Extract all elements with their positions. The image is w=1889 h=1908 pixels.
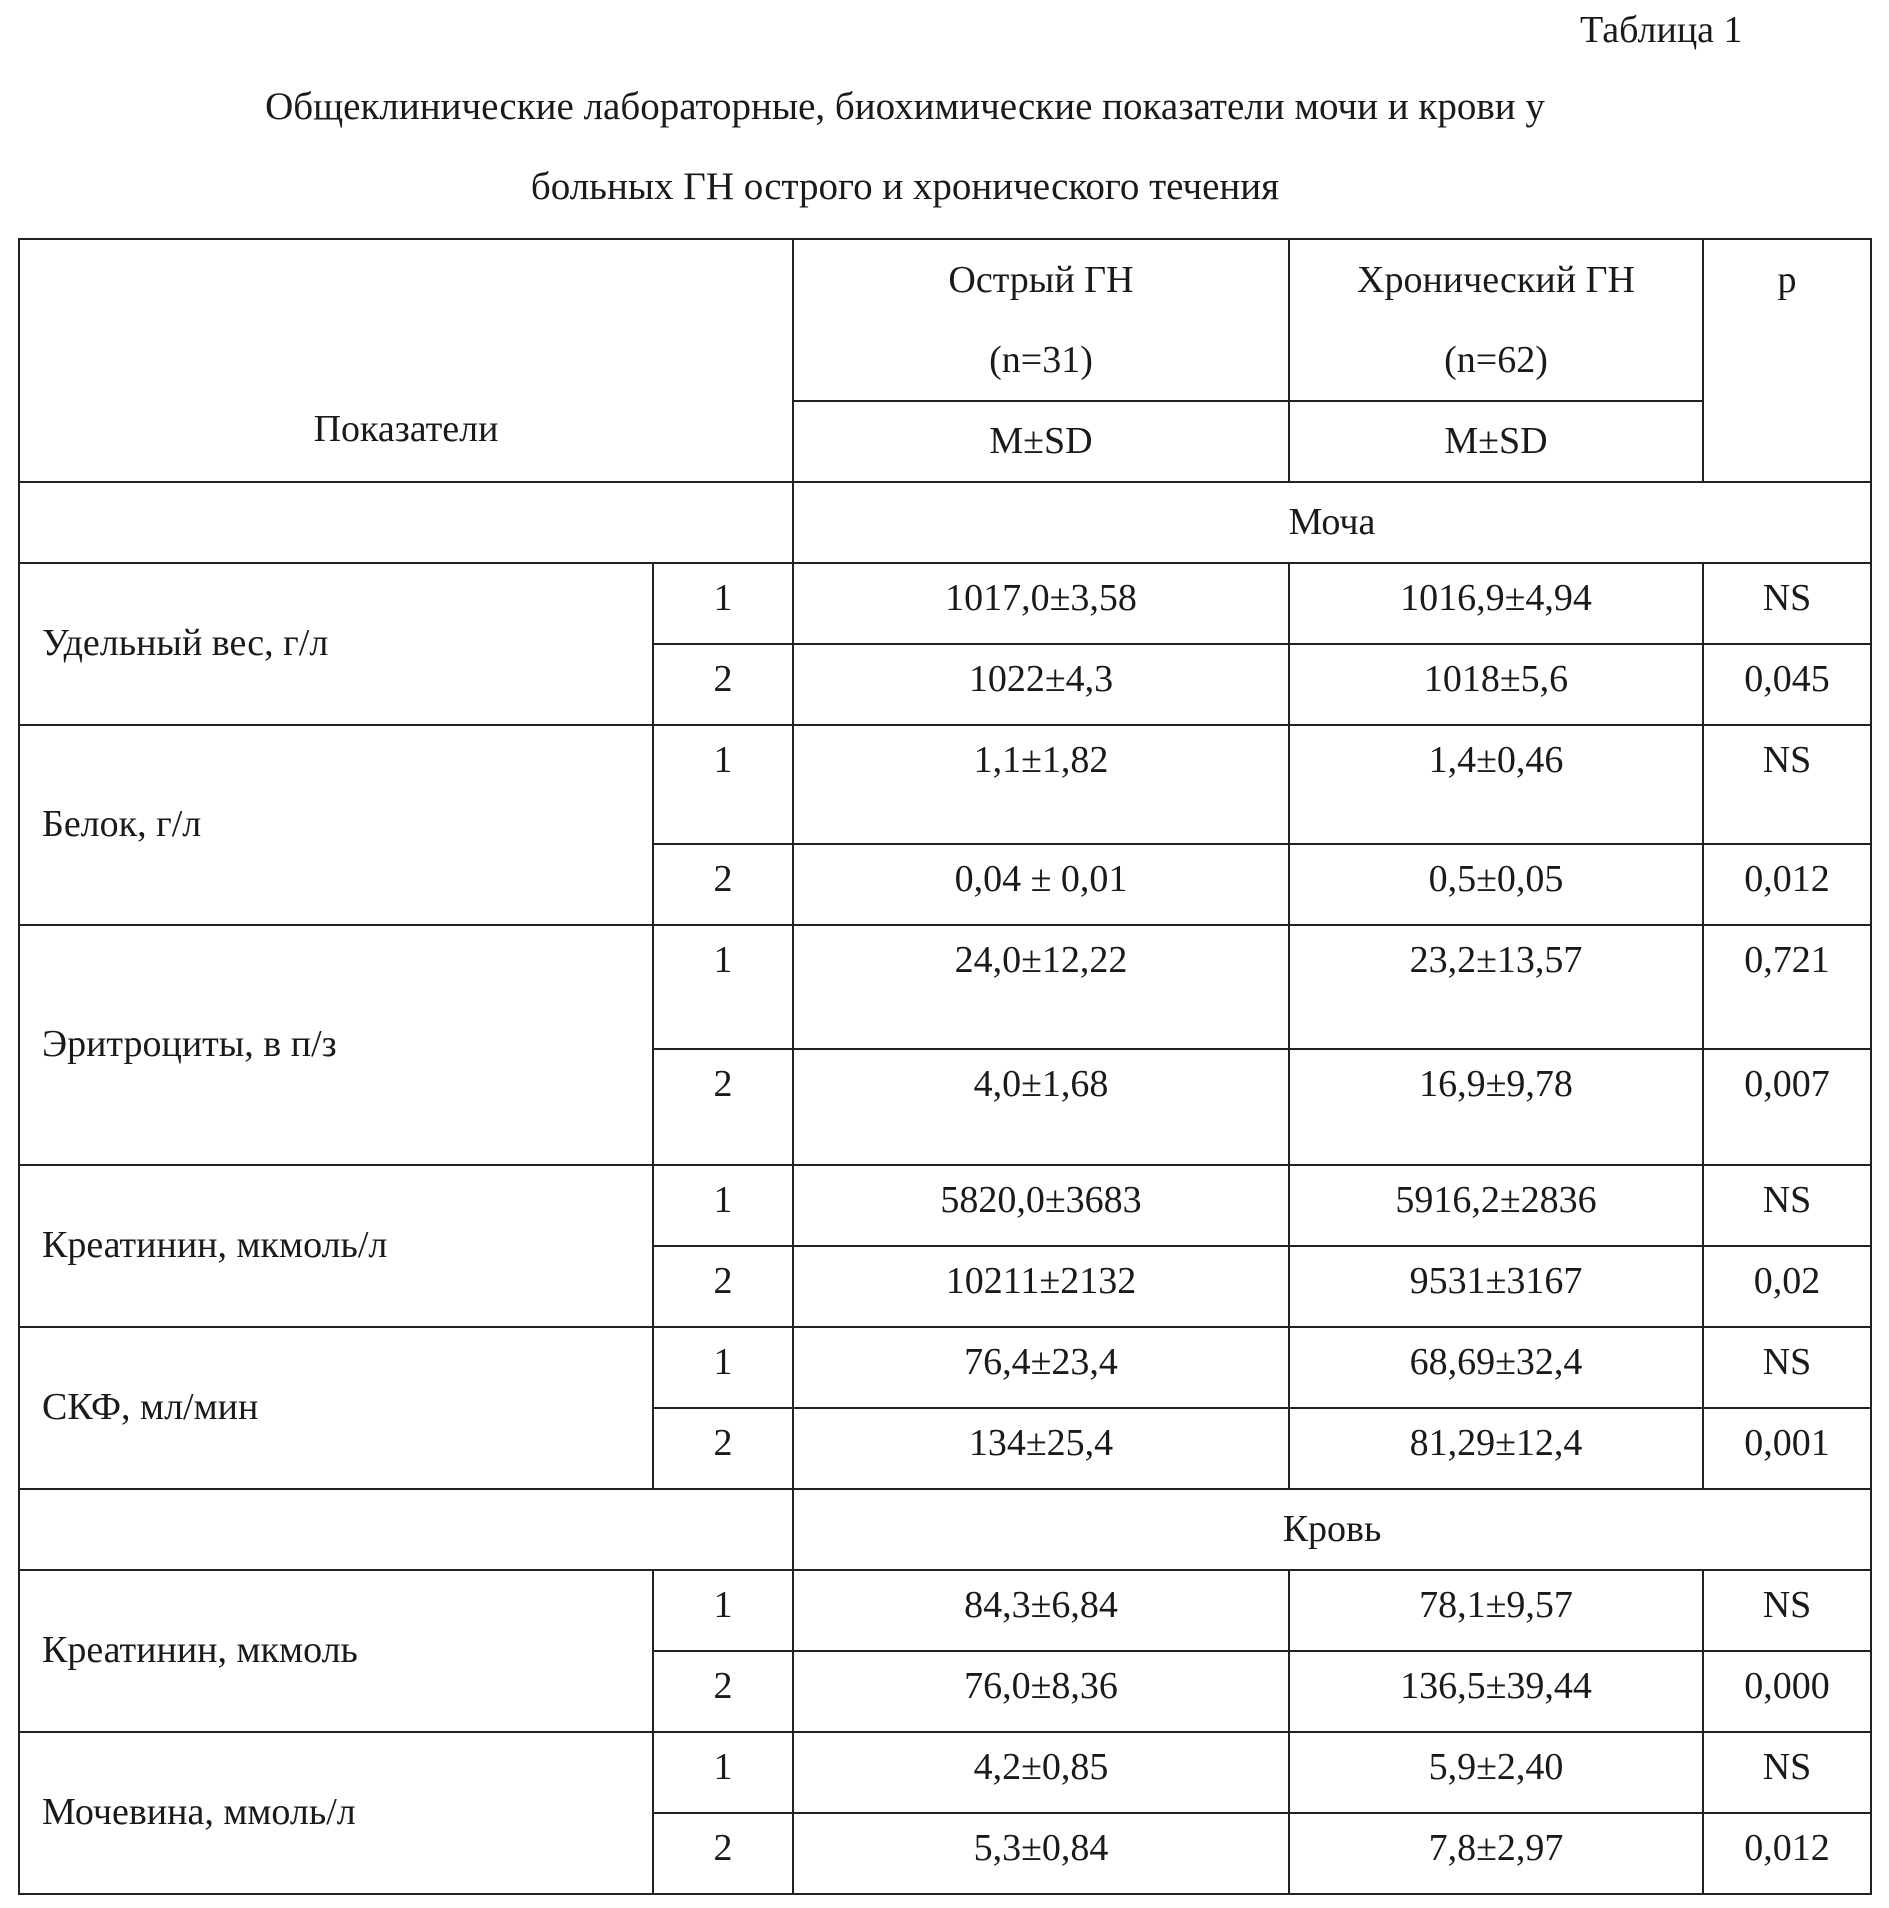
header-acute-stat: M±SD <box>793 401 1289 482</box>
table-title-line-1: Общеклинические лабораторные, биохимические показатели мочи и крови у <box>265 85 1545 128</box>
chronic-value: 1018±5,6 <box>1289 644 1703 725</box>
section-urine-title: Моча <box>793 482 1871 563</box>
acute-value: 1022±4,3 <box>793 644 1289 725</box>
chronic-value: 23,2±13,57 <box>1289 925 1703 1049</box>
subrow-number: 1 <box>653 1732 793 1813</box>
acute-value: 76,0±8,36 <box>793 1651 1289 1732</box>
acute-value: 84,3±6,84 <box>793 1570 1289 1651</box>
row-label: Креатинин, мкмоль/л <box>19 1165 653 1327</box>
p-value: 0,007 <box>1703 1049 1871 1165</box>
p-value: 0,012 <box>1703 1813 1871 1894</box>
chronic-value: 16,9±9,78 <box>1289 1049 1703 1165</box>
acute-value: 24,0±12,22 <box>793 925 1289 1049</box>
table-number: Таблица 1 <box>1580 9 1743 51</box>
acute-value: 10211±2132 <box>793 1246 1289 1327</box>
p-value: NS <box>1703 1165 1871 1246</box>
p-value: NS <box>1703 1327 1871 1408</box>
subrow-number: 2 <box>653 644 793 725</box>
acute-value: 1017,0±3,58 <box>793 563 1289 644</box>
acute-value: 0,04 ± 0,01 <box>793 844 1289 925</box>
header-acute-name: Острый ГН <box>948 259 1134 301</box>
subrow-number: 1 <box>653 563 793 644</box>
subrow-number: 1 <box>653 725 793 844</box>
subrow-number: 1 <box>653 925 793 1049</box>
acute-value: 5,3±0,84 <box>793 1813 1289 1894</box>
p-value: NS <box>1703 563 1871 644</box>
row-label: Креатинин, мкмоль <box>19 1570 653 1732</box>
subrow-number: 2 <box>653 1813 793 1894</box>
row-label: СКФ, мл/мин <box>19 1327 653 1489</box>
chronic-value: 78,1±9,57 <box>1289 1570 1703 1651</box>
header-p-label: p <box>1777 259 1797 301</box>
chronic-value: 68,69±32,4 <box>1289 1327 1703 1408</box>
acute-value: 4,2±0,85 <box>793 1732 1289 1813</box>
header-chronic <box>1289 239 1703 401</box>
chronic-value: 9531±3167 <box>1289 1246 1703 1327</box>
header-chronic-n: (n=62) <box>1444 339 1548 381</box>
row-label: Эритроциты, в п/з <box>19 925 653 1165</box>
chronic-value: 5,9±2,40 <box>1289 1732 1703 1813</box>
chronic-value: 1016,9±4,94 <box>1289 563 1703 644</box>
results-table <box>18 238 1872 1895</box>
chronic-value: 7,8±2,97 <box>1289 1813 1703 1894</box>
header-p <box>1703 239 1871 482</box>
chronic-value: 5916,2±2836 <box>1289 1165 1703 1246</box>
subrow-number: 1 <box>653 1327 793 1408</box>
p-value: NS <box>1703 1732 1871 1813</box>
chronic-value: 1,4±0,46 <box>1289 725 1703 844</box>
acute-value: 76,4±23,4 <box>793 1327 1289 1408</box>
p-value: 0,001 <box>1703 1408 1871 1489</box>
acute-value: 134±25,4 <box>793 1408 1289 1489</box>
p-value: 0,721 <box>1703 925 1871 1049</box>
header-indicators: Показатели <box>19 239 793 482</box>
p-value: 0,012 <box>1703 844 1871 925</box>
section-spacer <box>19 1489 793 1570</box>
acute-value: 1,1±1,82 <box>793 725 1289 844</box>
header-chronic-stat: M±SD <box>1289 401 1703 482</box>
acute-value: 4,0±1,68 <box>793 1049 1289 1165</box>
subrow-number: 1 <box>653 1570 793 1651</box>
section-blood-title: Кровь <box>793 1489 1871 1570</box>
table-title-line-2: больных ГН острого и хронического течения <box>530 165 1280 208</box>
subrow-number: 2 <box>653 844 793 925</box>
p-value: NS <box>1703 725 1871 844</box>
row-label: Мочевина, ммоль/л <box>19 1732 653 1894</box>
p-value: 0,02 <box>1703 1246 1871 1327</box>
subrow-number: 2 <box>653 1049 793 1165</box>
p-value: 0,000 <box>1703 1651 1871 1732</box>
section-spacer <box>19 482 793 563</box>
p-value: 0,045 <box>1703 644 1871 725</box>
chronic-value: 81,29±12,4 <box>1289 1408 1703 1489</box>
row-label: Белок, г/л <box>19 725 653 925</box>
chronic-value: 136,5±39,44 <box>1289 1651 1703 1732</box>
subrow-number: 1 <box>653 1165 793 1246</box>
header-chronic-name: Хронический ГН <box>1357 259 1635 301</box>
header-acute <box>793 239 1289 401</box>
subrow-number: 2 <box>653 1651 793 1732</box>
subrow-number: 2 <box>653 1408 793 1489</box>
subrow-number: 2 <box>653 1246 793 1327</box>
acute-value: 5820,0±3683 <box>793 1165 1289 1246</box>
header-acute-n: (n=31) <box>989 339 1093 381</box>
p-value: NS <box>1703 1570 1871 1651</box>
chronic-value: 0,5±0,05 <box>1289 844 1703 925</box>
row-label: Удельный вес, г/л <box>19 563 653 725</box>
